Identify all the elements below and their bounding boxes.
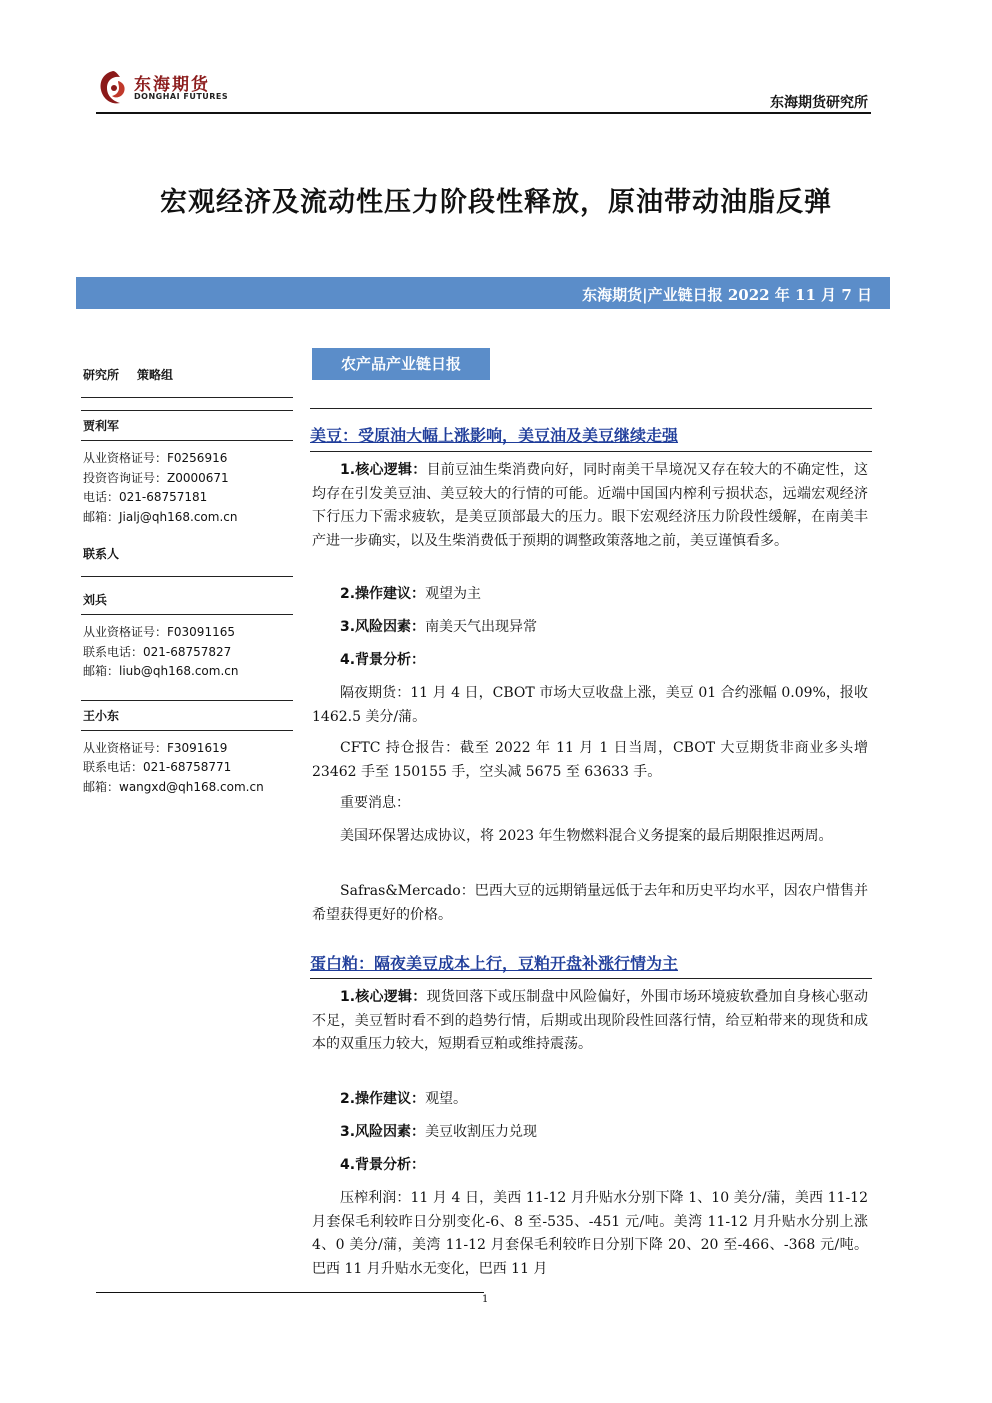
soybean-risk bbox=[312, 616, 868, 640]
soybean-logic-label: 1.核心逻辑： bbox=[340, 462, 427, 478]
company-logo bbox=[96, 68, 236, 112]
department-label: 研究所 bbox=[83, 368, 120, 382]
analyst-advisory-license: 投资咨询证号：Z0000671 bbox=[83, 470, 229, 485]
soybean-news-heading: 重要消息： bbox=[340, 795, 410, 811]
meal-bg-label: 4.背景分析： bbox=[340, 1157, 426, 1173]
meal-risk-text: 美豆收割压力兑现 bbox=[425, 1124, 538, 1140]
contact-2-email[interactable]: 邮箱：wangxd@qh168.com.cn bbox=[83, 779, 264, 794]
logo-chinese-text: 东海期货 bbox=[134, 75, 210, 95]
soybean-title-rule bbox=[310, 408, 872, 409]
soybean-advice bbox=[312, 583, 868, 607]
soybean-news-safras: Safras&Mercado：巴西大豆的远期销量远低于去年和历史平均水平，因农户惜售并希望获得更好的价格。 bbox=[312, 883, 868, 923]
meal-logic-text: 现货回落下或压制盘中风险偏好，外围市场环境疲软叠加自身核心驱动不足，美豆暂时看不到的趋势行情，后期或出现阶段性回落行情，给豆粕带来的现货和成本的双重压力较大，短期看豆粕或维持震荡。 bbox=[312, 989, 869, 1052]
header-divider bbox=[96, 112, 871, 114]
soybean-overnight-futures: 隔夜期货：11 月 4 日，CBOT 市场大豆收盘上涨，美豆 01 合约涨幅 0.09%，报收 1462.5 美分/蒲。 bbox=[312, 685, 868, 725]
contact-2-license: 从业资格证号：F3091619 bbox=[83, 740, 228, 755]
analyst-phone: 电话：021-68757181 bbox=[83, 490, 208, 504]
soybean-background bbox=[312, 649, 868, 673]
analyst-license: 从业资格证号：F0256916 bbox=[83, 451, 228, 465]
meal-advice-label: 2.操作建议： bbox=[340, 1091, 426, 1107]
soybean-bg-label: 4.背景分析： bbox=[340, 652, 426, 668]
banner-text: 东海期货|产业链日报 2022 年 11 月 7 日 bbox=[582, 286, 872, 304]
contact-1-license: 从业资格证号：F03091165 bbox=[83, 625, 235, 639]
section-tag: 农产品产业链日报 bbox=[312, 348, 490, 380]
contact-1-phone: 联系电话：021-68757827 bbox=[83, 644, 232, 659]
meal-title-underline-rule bbox=[310, 978, 872, 979]
analyst-name: 贾利军 bbox=[81, 410, 293, 441]
page-number: 1 bbox=[482, 1294, 489, 1305]
footer-rule bbox=[96, 1292, 484, 1293]
institute-name: 东海期货研究所 bbox=[770, 95, 868, 111]
meal-logic-label: 1.核心逻辑： bbox=[340, 989, 427, 1005]
contact-name-2: 王小东 bbox=[81, 700, 293, 731]
author-sidebar bbox=[81, 364, 293, 797]
contact-name-1: 刘兵 bbox=[81, 577, 293, 615]
meal-risk-label: 3.风险因素： bbox=[340, 1124, 426, 1140]
soybean-risk-label: 3.风险因素： bbox=[340, 619, 426, 635]
meal-crush-margin: 压榨利润：11 月 4 日，美西 11-12 月升贴水分别下降 1、10 美分/蒲，美西 11-12 月套保毛利较昨日分别变化-6、8 至-535、-451 元/吨。美湾 11-12 月升贴水分别上涨 4、0 美分/蒲，美湾 11-12 月套保毛利较昨日分别下降 20、20 至-466、-368 元/吨。巴西 11 月升贴水无变化，巴西 11 月 bbox=[312, 1190, 868, 1277]
contacts-heading: 联系人 bbox=[81, 543, 293, 577]
department-heading bbox=[81, 364, 293, 398]
soybean-cftc-report: CFTC 持仓报告：截至 2022 年 11 月 1 日当周，CBOT 大豆期货非商业多头增 23462 手至 150155 手，空头减 5675 至 63633 手。 bbox=[312, 740, 868, 780]
contact-2-phone: 联系电话：021-68758771 bbox=[83, 760, 232, 774]
soybean-logic-text: 目前豆油生柴消费向好，同时南美干旱境况又存在较大的不确定性，这均存在引发美豆油、美豆较大的行情的可能。近端中国国内榨利亏损状态，远端宏观经济下行压力下需求疲软，是美豆顶部最大的压力。眼下宏观经济压力阶段性缓解，在南美丰产进一步确实，以及生柴消费低于预期的调整政策落地之前，美豆谨慎看多。 bbox=[312, 462, 869, 549]
soybean-core-logic bbox=[312, 459, 868, 553]
meal-advice bbox=[312, 1088, 868, 1112]
soybean-news-epa: 美国环保署达成协议，将 2023 年生物燃料混合义务提案的最后期限推迟两周。 bbox=[340, 828, 833, 844]
meal-risk bbox=[312, 1121, 868, 1145]
meal-advice-text: 观望。 bbox=[425, 1091, 468, 1107]
soybean-title-underline-rule bbox=[310, 451, 872, 452]
contact-1-email[interactable]: 邮箱：liub@qh168.com.cn bbox=[83, 664, 239, 678]
soybean-section-title[interactable]: 美豆：受原油大幅上涨影响，美豆油及美豆继续走强 bbox=[310, 426, 679, 445]
logo-english-text: DONGHAI FUTURES bbox=[134, 92, 229, 101]
soybean-risk-text: 南美天气出现异常 bbox=[425, 619, 538, 635]
report-title: 宏观经济及流动性压力阶段性释放，原油带动油脂反弹 bbox=[160, 187, 832, 218]
report-banner bbox=[76, 277, 890, 309]
analyst-email[interactable]: 邮箱：Jialj@qh168.com.cn bbox=[83, 509, 238, 524]
soybean-advice-text: 观望为主 bbox=[425, 586, 482, 602]
soybean-advice-label: 2.操作建议： bbox=[340, 586, 426, 602]
meal-background bbox=[312, 1154, 868, 1178]
meal-core-logic bbox=[312, 986, 868, 1057]
team-label: 策略组 bbox=[137, 368, 174, 382]
dragon-logo-icon bbox=[96, 68, 130, 108]
meal-section-title[interactable]: 蛋白粕：隔夜美豆成本上行，豆粕开盘补涨行情为主 bbox=[310, 954, 679, 973]
